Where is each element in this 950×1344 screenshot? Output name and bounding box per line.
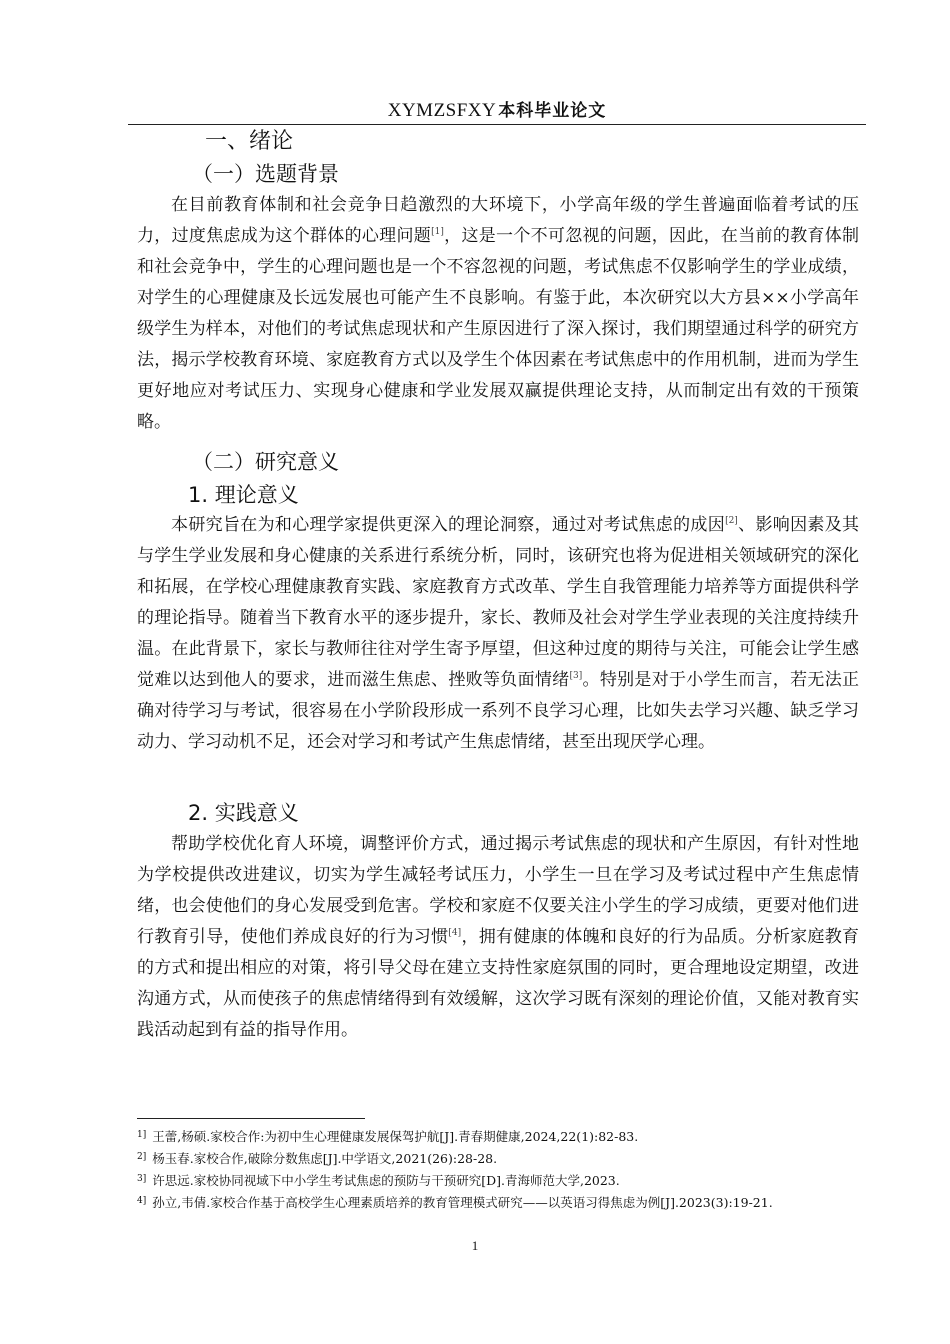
paragraph-text: ，这是一个不可忽视的问题，因此，在当前的教育体制和社会竞争中，学生的心理问题也是一个不容忽视的问题，考试焦虑不仅影响学生的学业成绩，对学生的心理健康及长远发展也可能产生不良影响。有鉴于此，本次研究以大方县××小学高年级学生为样本，对他们的考试焦虑现状和产生原因进行了深入探讨，我们期望通过科学的研究方法，揭示学校教育环境、家庭教育方式以及学生个体因素在考试焦虑中的作用机制，进而为学生更好地应对考试压力、实现身心健康和学业发展双赢提供理论支持，从而制定出有效的干预策略。 — [137, 226, 860, 432]
paragraph-text: 在目前教育体制和社会竞争日趋激烈的大环境下，小学高年级的学生普遍面临着考试的压力，过度焦虑成为这个群体的心理问题 — [137, 195, 859, 246]
footnote-text: 许思远.家校协同视域下中小学生考试焦虑的预防与干预研究[D].青海师范大学,2023. — [152, 1173, 620, 1188]
paragraph-text: 帮助学校优化育人环境，调整评价方式，通过揭示考试焦虑的现状和产生原因，有针对性地为学校提供改进建议，切实为学生减轻考试压力，小学生一旦在学习及考试过程中产生焦虑情绪，也会使他们的身心发展受到危害。学校和家庭不仅要关注小学生的学习成绩，更要对他们进行教育引导，使他们养成良好的行为习惯 — [137, 834, 859, 947]
footnotes — [137, 1126, 859, 1214]
footnote-text: 杨玉春.家校合作,破除分数焦虑[J].中学语文,2021(26):28-28. — [152, 1151, 498, 1166]
paragraph-text: ，拥有健康的体魄和良好的行为品质。分析家庭教育的方式和提出相应的对策，将引导父母在建立支持性家庭氛围的同时，更合理地设定期望，改进沟通方式，从而使孩子的焦虑情绪得到有效缓解，这次学习既有深刻的理论价值，又能对教育实践活动起到有益的指导作用。 — [137, 927, 860, 1040]
paragraph-theory — [137, 510, 859, 758]
footnote-text: 王蕾,杨硕.家校合作:为初中生心理健康发展保驾护航[J].青春期健康,2024,22(1):82-83. — [152, 1129, 639, 1144]
header-code: XYMZSFXY — [387, 100, 497, 121]
footnote-item — [137, 1170, 859, 1190]
footnote-item — [137, 1126, 859, 1146]
page-number: 1 — [471, 1238, 479, 1253]
footnote-text: 孙立,韦倩.家校合作基于高校学生心理素质培养的教育管理模式研究——以英语习得焦虑为例[J].2023(3):19-21. — [152, 1195, 773, 1210]
section-title-background: （一）选题背景 — [192, 162, 339, 186]
chapter-title: 一、绪论 — [205, 129, 294, 154]
header-label: 本科毕业论文 — [498, 101, 607, 121]
footnote-number: 3] — [137, 1174, 147, 1184]
subsection-title-practice: 2. 实践意义 — [188, 801, 299, 825]
citation-ref-1: [1] — [431, 227, 444, 237]
section-title-significance: （二）研究意义 — [192, 450, 339, 474]
page-header — [128, 96, 866, 125]
citation-ref-4: [4] — [448, 928, 462, 938]
citation-ref-3: [3] — [569, 671, 583, 681]
footnote-number: 4] — [137, 1196, 147, 1206]
subsection-title-theory: 1. 理论意义 — [188, 483, 299, 507]
citation-ref-2: [2] — [725, 516, 738, 526]
paragraph-text: 、影响因素及其与学生学业发展和身心健康的关系进行系统分析，同时，该研究也将为促进相关领域研究的深化和拓展，在学校心理健康教育实践、家庭教育方式改革、学生自我管理能力培养等方面提供科学的理论指导。随着当下教育水平的逐步提升，家长、教师及社会对学生学业表现的关注度持续升温。在此背景下，家长与教师往往对学生寄予厚望，但这种过度的期待与关注，可能会让学生感觉难以达到他人的要求，进而滋生焦虑、挫败等负面情绪 — [137, 515, 860, 690]
footnote-number: 1] — [137, 1130, 147, 1140]
footnote-item — [137, 1192, 859, 1212]
footnote-item — [137, 1148, 859, 1168]
paragraph-text: 。特别是对于小学生而言，若无法正确对待学习与考试，很容易在小学阶段形成一系列不良学习心理，比如失去学习兴趣、缺乏学习动力、学习动机不足，还会对学习和考试产生焦虑情绪，甚至出现厌学心理。 — [137, 670, 859, 752]
paragraph-background — [137, 190, 859, 438]
footnote-separator — [137, 1118, 365, 1119]
footnote-number: 2] — [137, 1152, 147, 1162]
paragraph-practice — [137, 829, 859, 1046]
paragraph-text: 本研究旨在为和心理学家提供更深入的理论洞察，通过对考试焦虑的成因 — [171, 515, 726, 535]
